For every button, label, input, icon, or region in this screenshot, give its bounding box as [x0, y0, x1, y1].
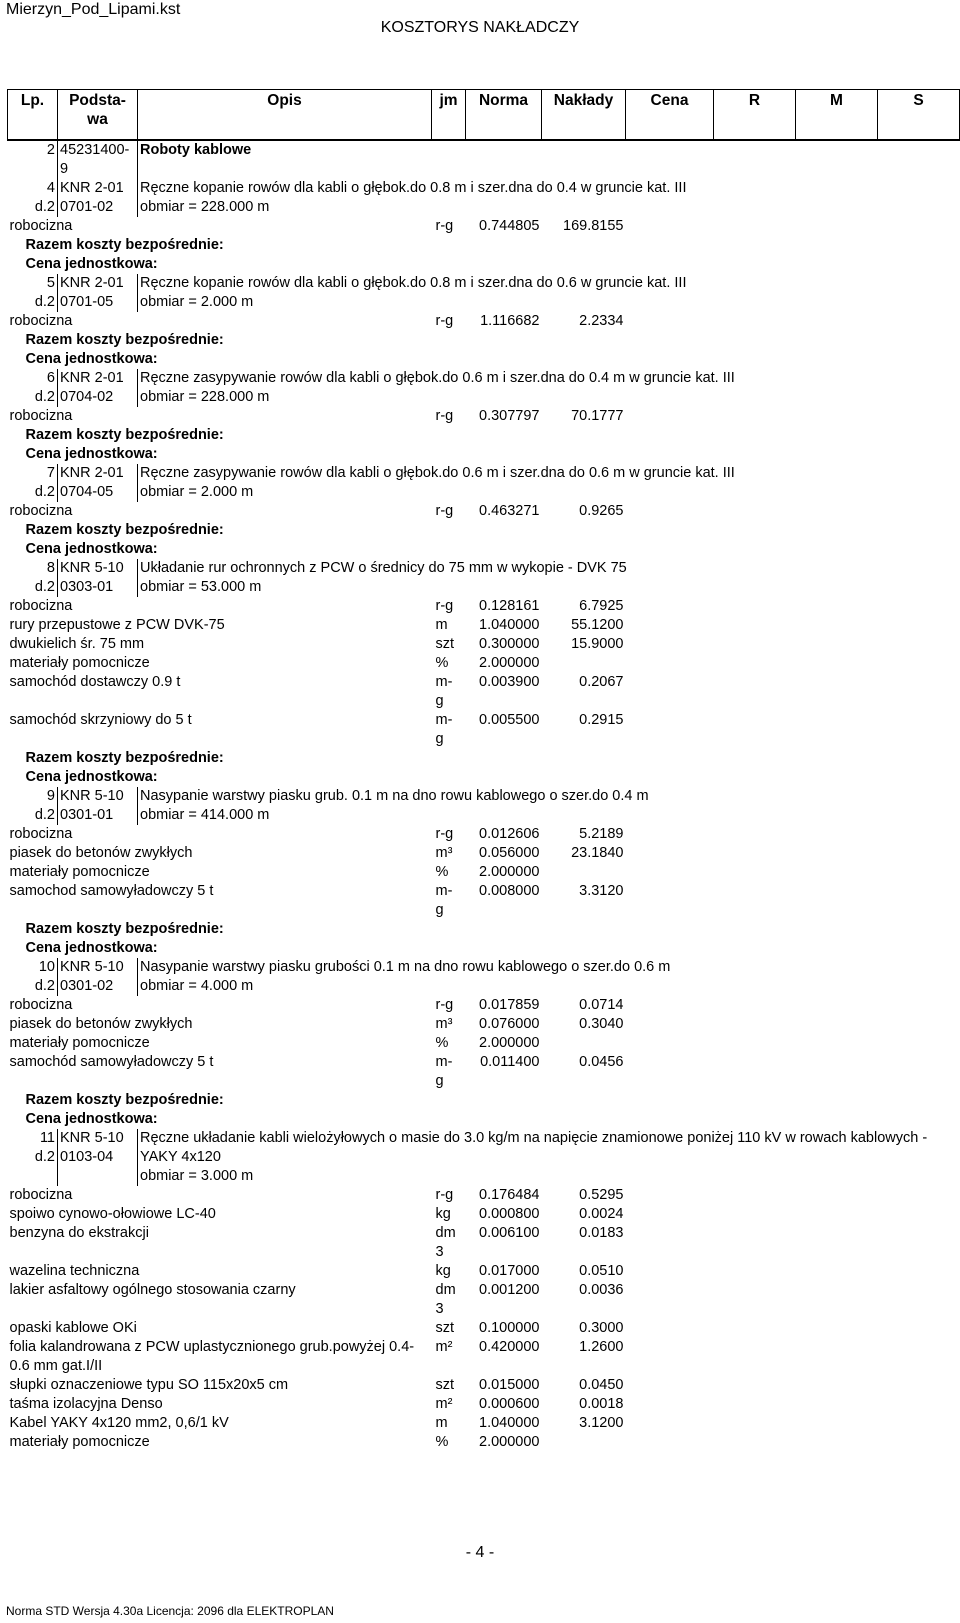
- resource-row: [8, 882, 960, 920]
- resource-row: [8, 1205, 960, 1224]
- header-lp: Lp.: [8, 90, 58, 141]
- resource-empty: [626, 1414, 960, 1433]
- position-obmiar: obmiar = 3.000 m: [140, 1168, 254, 1184]
- resource-empty: [626, 1015, 960, 1034]
- resource-empty: [626, 1053, 960, 1091]
- resource-name: opaski kablowe OKi: [9, 1320, 137, 1336]
- position-obmiar: obmiar = 228.000 m: [140, 389, 270, 405]
- resource-empty: [626, 1262, 960, 1281]
- resource-row: [8, 312, 960, 331]
- summary-unit-price-label: Cena jednostkowa:: [25, 1111, 158, 1127]
- resource-unit: m- g: [435, 712, 453, 747]
- resource-row: [8, 996, 960, 1015]
- position-description: Układanie rur ochronnych z PCW o średnicy do 75 mm w wykopie - DVK 75: [140, 560, 627, 576]
- resource-unit: m- g: [435, 674, 453, 709]
- resource-unit: m: [435, 617, 448, 633]
- resource-name: folia kalandrowana z PCW uplastycznionego grub.powyżej 0.4-0.6 mm gat.I/II: [9, 1339, 415, 1374]
- resource-unit: kg: [435, 1206, 451, 1222]
- position-description: Ręczne kopanie rowów dla kabli o głębok.do 0.8 m i szer.dna do 0.6 w gruncie kat. III: [140, 275, 687, 291]
- position-lp: 11 d.2: [34, 1130, 55, 1165]
- resource-norma: 1.040000: [479, 1415, 540, 1431]
- resource-empty: [626, 1224, 960, 1262]
- resource-unit: m²: [435, 1396, 453, 1412]
- resource-naklady: 0.2067: [579, 674, 624, 690]
- resource-name: robocizna: [9, 218, 73, 234]
- resource-empty: [626, 711, 960, 749]
- resource-unit: dm 3: [435, 1282, 456, 1317]
- resource-naklady: 70.1777: [571, 408, 624, 424]
- resource-row: [8, 1034, 960, 1053]
- position-obmiar: obmiar = 4.000 m: [140, 978, 254, 994]
- resource-empty: [626, 217, 960, 236]
- resource-unit: dm 3: [435, 1225, 456, 1260]
- resource-norma: 0.076000: [479, 1016, 540, 1032]
- section-title: Roboty kablowe: [140, 142, 252, 158]
- position-row: [8, 179, 960, 217]
- resource-row: [8, 1319, 960, 1338]
- summary-row: [8, 445, 960, 464]
- resource-empty: [626, 1205, 960, 1224]
- resource-norma: 0.128161: [479, 598, 540, 614]
- summary-row: [8, 331, 960, 350]
- resource-norma: 0.463271: [479, 503, 540, 519]
- position-description-cell: [138, 958, 960, 996]
- position-lp: 7 d.2: [34, 465, 55, 500]
- resource-name: robocizna: [9, 598, 73, 614]
- resource-naklady: 0.0456: [579, 1054, 624, 1070]
- resource-naklady: 0.5295: [579, 1187, 624, 1203]
- resource-name: dwukielich śr. 75 mm: [9, 636, 145, 652]
- resource-empty: [626, 882, 960, 920]
- resource-norma: 0.300000: [479, 636, 540, 652]
- resource-row: [8, 597, 960, 616]
- summary-row: [8, 749, 960, 768]
- resource-name: samochód samowyładowczy 5 t: [9, 1054, 214, 1070]
- summary-row: [8, 350, 960, 369]
- position-lp: 9 d.2: [34, 788, 55, 823]
- position-row: [8, 274, 960, 312]
- resource-naklady: 5.2189: [579, 826, 624, 842]
- resource-name: robocizna: [9, 1187, 73, 1203]
- resource-unit: r-g: [435, 1187, 454, 1203]
- resource-naklady: 15.9000: [571, 636, 624, 652]
- resource-unit: kg: [435, 1263, 451, 1279]
- summary-total-label: Razem koszty bezpośrednie:: [25, 750, 224, 766]
- resource-unit: m- g: [435, 1054, 453, 1089]
- resource-norma: 0.003900: [479, 674, 540, 690]
- resource-unit: m- g: [435, 883, 453, 918]
- resource-row: [8, 1262, 960, 1281]
- resource-empty: [626, 996, 960, 1015]
- position-code: KNR 2-01 0704-05: [58, 464, 138, 502]
- summary-row: [8, 540, 960, 559]
- summary-row: [8, 236, 960, 255]
- resource-empty: [626, 616, 960, 635]
- resource-unit: %: [435, 655, 449, 671]
- position-obmiar: obmiar = 414.000 m: [140, 807, 270, 823]
- resource-row: [8, 1186, 960, 1205]
- position-row: [8, 464, 960, 502]
- position-row: [8, 559, 960, 597]
- resource-unit: r-g: [435, 503, 454, 519]
- resource-name: materiały pomocnicze: [9, 655, 150, 671]
- resource-empty: [626, 1186, 960, 1205]
- resource-norma: 0.000800: [479, 1206, 540, 1222]
- resource-row: [8, 1281, 960, 1319]
- resource-norma: 0.017859: [479, 997, 540, 1013]
- cost-estimate-table-wrapper: [7, 89, 959, 1452]
- resource-name: taśma izolacyjna Denso: [9, 1396, 163, 1412]
- document-title: KOSZTORYS NAKŁADCZY: [380, 19, 580, 36]
- summary-row: [8, 1110, 960, 1129]
- position-description: Ręczne układanie kabli wielożyłowych o masie do 3.0 kg/m na napięcie znamionowe poniżej 110 kV w rowach kablowych - YAKY 4x120: [140, 1130, 928, 1165]
- resource-norma: 0.015000: [479, 1377, 540, 1393]
- position-description: Ręczne zasypywanie rowów dla kabli o głębok.do 0.6 m i szer.dna do 0.4 m w gruncie kat. III: [140, 370, 735, 386]
- resource-norma: 1.116682: [480, 313, 540, 329]
- resource-naklady: 0.9265: [579, 503, 624, 519]
- resource-unit: r-g: [435, 408, 454, 424]
- position-obmiar: obmiar = 2.000 m: [140, 484, 254, 500]
- position-description-cell: [138, 464, 960, 502]
- resource-empty: [626, 863, 960, 882]
- resource-unit: r-g: [435, 826, 454, 842]
- resource-name: robocizna: [9, 408, 73, 424]
- resource-naklady: 0.0510: [579, 1263, 624, 1279]
- resource-empty: [626, 312, 960, 331]
- summary-total-label: Razem koszty bezpośrednie:: [25, 1092, 224, 1108]
- resource-row: [8, 1015, 960, 1034]
- resource-norma: 2.000000: [479, 864, 540, 880]
- position-description: Nasypanie warstwy piasku grubości 0.1 m na dno rowu kablowego o szer.do 0.6 m: [140, 959, 671, 975]
- header-naklady: Nakłady: [542, 90, 626, 141]
- resource-name: robocizna: [9, 503, 73, 519]
- resource-naklady: [542, 1034, 626, 1053]
- resource-unit: r-g: [435, 313, 454, 329]
- resource-empty: [626, 597, 960, 616]
- header-jm: jm: [432, 90, 466, 141]
- resource-naklady: 2.2334: [579, 313, 624, 329]
- summary-row: [8, 768, 960, 787]
- summary-row: [8, 1091, 960, 1110]
- resource-naklady: [542, 654, 626, 673]
- resource-name: robocizna: [9, 826, 73, 842]
- resource-row: [8, 1376, 960, 1395]
- resource-name: rury przepustowe z PCW DVK-75: [9, 617, 225, 633]
- resource-naklady: 0.0018: [579, 1396, 624, 1412]
- resource-naklady: 0.0036: [579, 1282, 624, 1298]
- summary-unit-price-label: Cena jednostkowa:: [25, 940, 158, 956]
- resource-norma: 0.001200: [479, 1282, 540, 1298]
- footer-license: Norma STD Wersja 4.30a Licencja: 2096 dla ELEKTROPLAN: [6, 1604, 334, 1618]
- resource-name: samochod samowyładowczy 5 t: [9, 883, 214, 899]
- resource-norma: 0.176484: [479, 1187, 540, 1203]
- resource-name: słupki oznaczeniowe typu SO 115x20x5 cm: [9, 1377, 289, 1393]
- resource-unit: szt: [435, 1377, 455, 1393]
- resource-naklady: 6.7925: [579, 598, 624, 614]
- position-code: KNR 5-10 0103-04: [58, 1129, 138, 1186]
- resource-unit: %: [435, 1035, 449, 1051]
- resource-name: samochód dostawczy 0.9 t: [9, 674, 181, 690]
- resource-row: [8, 407, 960, 426]
- summary-total-label: Razem koszty bezpośrednie:: [25, 237, 224, 253]
- resource-name: Kabel YAKY 4x120 mm2, 0,6/1 kV: [9, 1415, 229, 1431]
- resource-naklady: 55.1200: [571, 617, 624, 633]
- resource-empty: [626, 1319, 960, 1338]
- resource-norma: 0.420000: [479, 1339, 540, 1355]
- resource-empty: [626, 502, 960, 521]
- cost-estimate-table: [7, 89, 960, 1452]
- position-description: Ręczne zasypywanie rowów dla kabli o głębok.do 0.6 m i szer.dna do 0.6 m w gruncie kat. III: [140, 465, 735, 481]
- resource-naklady: 0.0450: [579, 1377, 624, 1393]
- resource-naklady: 0.0024: [579, 1206, 624, 1222]
- resource-naklady: 1.2600: [579, 1339, 624, 1355]
- resource-unit: m³: [435, 845, 453, 861]
- position-lp: 4 d.2: [34, 180, 55, 215]
- resource-unit: m: [435, 1415, 448, 1431]
- resource-unit: szt: [435, 636, 455, 652]
- resource-row: [8, 711, 960, 749]
- resource-norma: 2.000000: [479, 655, 540, 671]
- resource-norma: 0.012606: [479, 826, 540, 842]
- resource-naklady: 0.0183: [579, 1225, 624, 1241]
- summary-unit-price-label: Cena jednostkowa:: [25, 446, 158, 462]
- position-code: KNR 2-01 0701-05: [58, 274, 138, 312]
- resource-empty: [626, 1034, 960, 1053]
- table-body: [8, 140, 960, 1452]
- summary-row: [8, 920, 960, 939]
- resource-unit: m³: [435, 1016, 453, 1032]
- resource-naklady: 0.3000: [579, 1320, 624, 1336]
- summary-row: [8, 426, 960, 445]
- resource-norma: 0.017000: [479, 1263, 540, 1279]
- position-lp: 10 d.2: [34, 959, 55, 994]
- position-code: KNR 5-10 0301-02: [58, 958, 138, 996]
- table-header-row: [8, 90, 960, 141]
- resource-norma: 0.006100: [479, 1225, 540, 1241]
- resource-norma: 2.000000: [479, 1434, 540, 1450]
- position-description-cell: [138, 559, 960, 597]
- file-title: Mierzyn_Pod_Lipami.kst: [6, 1, 181, 18]
- section-code: 45231400- 9: [58, 140, 138, 179]
- resource-empty: [626, 407, 960, 426]
- summary-total-label: Razem koszty bezpośrednie:: [25, 332, 224, 348]
- summary-unit-price-label: Cena jednostkowa:: [25, 351, 158, 367]
- position-code: KNR 5-10 0303-01: [58, 559, 138, 597]
- resource-name: samochód skrzyniowy do 5 t: [9, 712, 192, 728]
- summary-unit-price-label: Cena jednostkowa:: [25, 769, 158, 785]
- resource-row: [8, 616, 960, 635]
- header-podstawa: Podsta- wa: [58, 90, 138, 141]
- resource-naklady: [542, 1433, 626, 1452]
- resource-naklady: 0.3040: [579, 1016, 624, 1032]
- resource-name: robocizna: [9, 997, 73, 1013]
- header-m: M: [796, 90, 878, 141]
- resource-row: [8, 654, 960, 673]
- summary-total-label: Razem koszty bezpośrednie:: [25, 921, 224, 937]
- resource-naklady: 3.1200: [579, 1415, 624, 1431]
- resource-naklady: [542, 863, 626, 882]
- resource-name: piasek do betonów zwykłych: [9, 1016, 193, 1032]
- resource-naklady: 23.1840: [571, 845, 624, 861]
- resource-naklady: 3.3120: [579, 883, 624, 899]
- resource-norma: 0.307797: [479, 408, 540, 424]
- position-obmiar: obmiar = 228.000 m: [140, 199, 270, 215]
- summary-row: [8, 939, 960, 958]
- resource-empty: [626, 1395, 960, 1414]
- header-opis: Opis: [138, 90, 432, 141]
- resource-empty: [626, 1338, 960, 1376]
- summary-row: [8, 521, 960, 540]
- resource-row: [8, 844, 960, 863]
- position-row: [8, 958, 960, 996]
- summary-total-label: Razem koszty bezpośrednie:: [25, 522, 224, 538]
- header-cena: Cena: [626, 90, 714, 141]
- resource-empty: [626, 1281, 960, 1319]
- resource-row: [8, 635, 960, 654]
- resource-unit: szt: [435, 1320, 455, 1336]
- position-description-cell: [138, 369, 960, 407]
- resource-norma: 2.000000: [479, 1035, 540, 1051]
- position-obmiar: obmiar = 53.000 m: [140, 579, 262, 595]
- resource-row: [8, 1224, 960, 1262]
- resource-name: piasek do betonów zwykłych: [9, 845, 193, 861]
- resource-norma: 0.008000: [479, 883, 540, 899]
- summary-row: [8, 255, 960, 274]
- resource-name: wazelina techniczna: [9, 1263, 140, 1279]
- page-number: - 4 -: [465, 1544, 495, 1561]
- position-code: KNR 2-01 0704-02: [58, 369, 138, 407]
- position-obmiar: obmiar = 2.000 m: [140, 294, 254, 310]
- resource-row: [8, 673, 960, 711]
- resource-row: [8, 863, 960, 882]
- resource-naklady: 0.2915: [579, 712, 624, 728]
- resource-name: benzyna do ekstrakcji: [9, 1225, 149, 1241]
- resource-norma: 0.056000: [479, 845, 540, 861]
- resource-empty: [626, 825, 960, 844]
- summary-total-label: Razem koszty bezpośrednie:: [25, 427, 224, 443]
- resource-unit: r-g: [435, 218, 454, 234]
- resource-name: materiały pomocnicze: [9, 1434, 150, 1450]
- position-description: Ręczne kopanie rowów dla kabli o głębok.do 0.8 m i szer.dna do 0.4 w gruncie kat. III: [140, 180, 687, 196]
- position-lp: 8 d.2: [34, 560, 55, 595]
- resource-empty: [626, 635, 960, 654]
- resource-name: lakier asfaltowy ogólnego stosowania czarny: [9, 1282, 296, 1298]
- position-description-cell: [138, 1129, 960, 1186]
- resource-norma: 0.744805: [479, 218, 540, 234]
- position-lp: 6 d.2: [34, 370, 55, 405]
- resource-name: materiały pomocnicze: [9, 1035, 150, 1051]
- position-description-cell: [138, 274, 960, 312]
- header-s: S: [878, 90, 960, 141]
- position-row: [8, 787, 960, 825]
- resource-empty: [626, 844, 960, 863]
- resource-row: [8, 502, 960, 521]
- resource-row: [8, 1395, 960, 1414]
- position-row: [8, 369, 960, 407]
- resource-norma: 0.011400: [480, 1054, 540, 1070]
- resource-norma: 0.000600: [479, 1396, 540, 1412]
- resource-empty: [626, 673, 960, 711]
- resource-norma: 0.005500: [479, 712, 540, 728]
- resource-name: spoiwo cynowo-ołowiowe LC-40: [9, 1206, 216, 1222]
- section-row: [8, 140, 960, 179]
- resource-unit: r-g: [435, 997, 454, 1013]
- resource-naklady: 169.8155: [563, 218, 624, 234]
- resource-empty: [626, 1433, 960, 1452]
- resource-unit: m²: [435, 1339, 453, 1355]
- resource-naklady: 0.0714: [579, 997, 624, 1013]
- resource-row: [8, 1053, 960, 1091]
- resource-empty: [626, 1376, 960, 1395]
- position-description-cell: [138, 787, 960, 825]
- resource-row: [8, 825, 960, 844]
- position-row: [8, 1129, 960, 1186]
- position-description: Nasypanie warstwy piasku grub. 0.1 m na dno rowu kablowego o szer.do 0.4 m: [140, 788, 649, 804]
- position-description-cell: [138, 179, 960, 217]
- resource-unit: %: [435, 864, 449, 880]
- summary-unit-price-label: Cena jednostkowa:: [25, 256, 158, 272]
- position-code: KNR 2-01 0701-02: [58, 179, 138, 217]
- section-lp: 2: [46, 142, 55, 158]
- position-code: KNR 5-10 0301-01: [58, 787, 138, 825]
- resource-unit: %: [435, 1434, 449, 1450]
- header-norma: Norma: [466, 90, 542, 141]
- resource-norma: 0.100000: [479, 1320, 540, 1336]
- resource-row: [8, 1433, 960, 1452]
- resource-norma: 1.040000: [479, 617, 540, 633]
- resource-row: [8, 1338, 960, 1376]
- header-r: R: [714, 90, 796, 141]
- resource-unit: r-g: [435, 598, 454, 614]
- resource-name: materiały pomocnicze: [9, 864, 150, 880]
- summary-unit-price-label: Cena jednostkowa:: [25, 541, 158, 557]
- resource-empty: [626, 654, 960, 673]
- resource-row: [8, 1414, 960, 1433]
- resource-row: [8, 217, 960, 236]
- resource-name: robocizna: [9, 313, 73, 329]
- position-lp: 5 d.2: [34, 275, 55, 310]
